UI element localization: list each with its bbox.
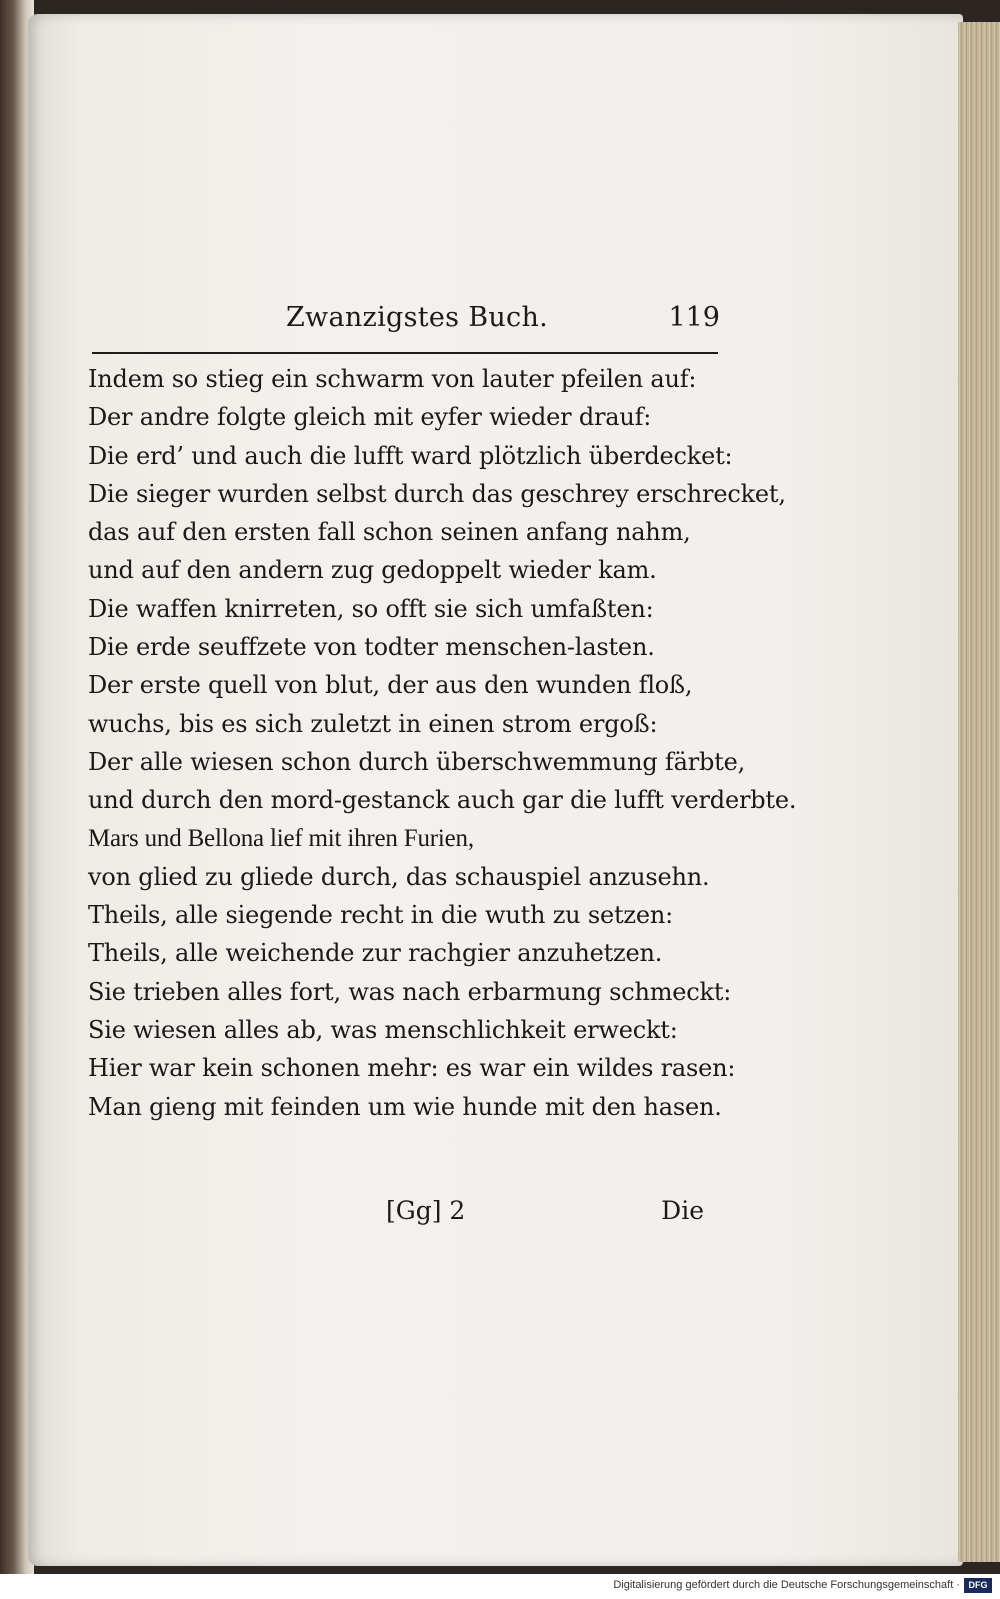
verse-line: Der andre folgte gleich mit eyfer wieder drauf:	[88, 403, 652, 432]
verse-line: Die sieger wurden selbst durch das geschrey erschrecket,	[88, 479, 786, 508]
page-fore-edge	[958, 22, 1000, 1562]
header-rule	[92, 352, 718, 354]
verse-line: Der erste quell von blut, der aus den wunden floß,	[88, 671, 693, 700]
verse-line: Der alle wiesen schon durch überschwemmung färbte,	[88, 747, 746, 776]
verse-block	[88, 360, 797, 1126]
page-number: 119	[668, 302, 720, 333]
verse-line: Sie wiesen alles ab, was menschlichkeit erweckt:	[88, 1016, 678, 1045]
verse-line: Theils, alle siegende recht in die wuth zu setzen:	[88, 901, 673, 930]
verse-line: von glied zu gliede durch, das schauspiel anzusehn.	[88, 862, 710, 891]
running-title: Zwanzigstes Buch.	[286, 302, 549, 333]
dfg-logo-icon: DFG	[964, 1578, 992, 1593]
verse-line: Die erde seuffzete von todter menschen-lasten.	[88, 633, 655, 662]
verse-line: Hier war kein schonen mehr: es war ein wildes rasen:	[88, 1054, 736, 1083]
verse-line: Theils, alle weichende zur rachgier anzuhetzen.	[88, 939, 663, 968]
page-footer	[90, 1196, 710, 1236]
digitization-credit: Digitalisierung gefördert durch die Deutsche Forschungsgemeinschaft ·	[613, 1579, 960, 1591]
catchword: Die	[661, 1196, 704, 1225]
verse-line: Die waffen knirreten, so offt sie sich umfaßten:	[88, 594, 654, 623]
signature-mark: [Gg] 2	[386, 1196, 466, 1225]
running-header	[90, 302, 720, 346]
verse-line: Indem so stieg ein schwarm von lauter pfeilen auf:	[88, 365, 697, 393]
verse-line: und durch den mord-gestanck auch gar die lufft verderbte.	[88, 786, 797, 815]
credit-bar	[0, 1574, 1000, 1599]
verse-line: Sie trieben alles fort, was nach erbarmung schmeckt:	[88, 977, 732, 1006]
verse-line: Mars und Bellona lief mit ihren Furien,	[88, 824, 474, 852]
verse-line: das auf den ersten fall schon seinen anfang nahm,	[88, 518, 691, 547]
verse-line: Die erd’ und auch die lufft ward plötzlich überdecket:	[88, 441, 733, 470]
verse-line: wuchs, bis es sich zuletzt in einen strom ergoß:	[88, 709, 658, 738]
verse-line: Man gieng mit feinden um wie hunde mit den hasen.	[88, 1092, 722, 1121]
verse-line: und auf den andern zug gedoppelt wieder kam.	[88, 556, 657, 585]
